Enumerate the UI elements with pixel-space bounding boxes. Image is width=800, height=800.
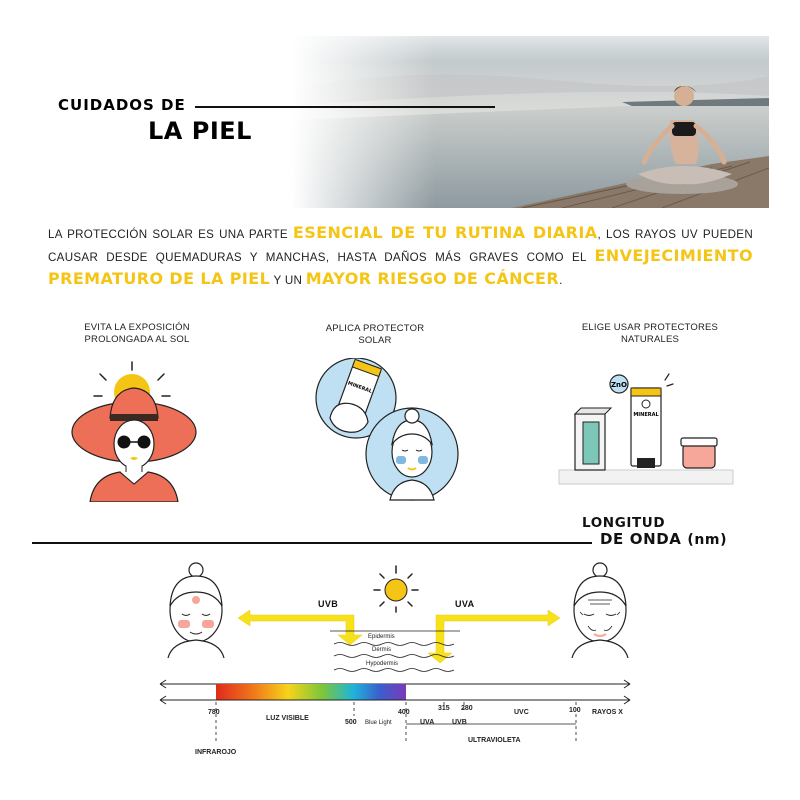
layer-dermis: Dermis xyxy=(372,647,391,653)
tip-avoid-sun-line1: EVITA LA EXPOSICIÓN xyxy=(84,322,190,333)
hero-photo-meditation xyxy=(292,36,769,208)
svg-text:MINERAL: MINERAL xyxy=(346,380,373,395)
layer-hypodermis: Hypodermis xyxy=(366,661,399,667)
region-blue-light: Blue Light xyxy=(365,720,392,726)
apply-sunscreen-icon xyxy=(312,358,468,506)
mineral-label: MINERAL xyxy=(633,412,659,418)
title-rule xyxy=(195,106,495,108)
wavelength-heading-line2 xyxy=(600,530,727,548)
tip-apply-sunscreen-line1: APLICA PROTECTOR xyxy=(325,323,425,334)
face-aged-icon xyxy=(562,562,638,658)
intro-highlight-3: MAYOR RIESGO DE CÁNCER xyxy=(305,269,560,288)
region-luz-visible: LUZ VISIBLE xyxy=(266,715,309,722)
tip-avoid-sun-line2: PROLONGADA AL SOL xyxy=(84,334,190,345)
tick-400: 400 xyxy=(398,709,410,716)
wavelength-spectrum xyxy=(158,676,634,756)
layer-epidermis: Epidermis xyxy=(368,634,395,640)
zno-label: ZnO xyxy=(610,381,628,389)
uv-penetration-diagram xyxy=(230,600,570,680)
intro-text-1: LA PROTECCIÓN SOLAR ES UNA PARTE xyxy=(48,228,293,241)
tip-apply-sunscreen-line2: SOLAR xyxy=(358,335,392,346)
woman-hat-sun-icon xyxy=(70,360,200,502)
region-uvb: UVB xyxy=(452,719,467,726)
region-rayos-x: RAYOS X xyxy=(592,709,623,716)
intro-highlight-1: ESENCIAL DE TU RUTINA DIARIA xyxy=(292,223,598,242)
wavelength-heading-unit: (nm) xyxy=(687,532,728,548)
region-uvc: UVC xyxy=(514,709,529,716)
natural-products-icon xyxy=(555,368,737,488)
tip-natural-protectors-line1: ELIGE USAR PROTECTORES xyxy=(581,322,719,333)
tick-280: 280 xyxy=(461,705,473,712)
intro-text-4: . xyxy=(559,274,563,287)
tick-315: 315 xyxy=(438,705,450,712)
tip-apply-sunscreen-label xyxy=(280,323,470,347)
intro-highlight-2: ENVEJECIMIENTO PREMATURO DE LA PIEL xyxy=(48,246,753,288)
region-uva: UVA xyxy=(420,719,435,726)
intro-paragraph xyxy=(48,222,753,291)
tip-avoid-sun-label xyxy=(42,322,232,346)
wavelength-heading-text: DE ONDA xyxy=(600,530,682,548)
intro-text-3: Y UN xyxy=(270,274,306,287)
intro-text-2: , LOS RAYOS UV PUEDEN CAUSAR DESDE QUEMADURAS Y MANCHAS, HASTA DAÑOS MÁS GRAVES COMO EL xyxy=(48,228,753,264)
tick-780: 780 xyxy=(208,709,220,716)
uva-arrow-label: UVA xyxy=(455,599,475,609)
region-ultravioleta: ULTRAVIOLETA xyxy=(468,737,521,744)
tip-natural-protectors-label xyxy=(555,322,745,346)
wavelength-heading-line1: LONGITUD xyxy=(582,515,666,531)
tick-500: 500 xyxy=(345,719,357,726)
tip-natural-protectors-line2: NATURALES xyxy=(620,334,680,345)
wavelength-rule xyxy=(32,542,592,544)
title-line-2: LA PIEL xyxy=(148,117,252,145)
tick-100: 100 xyxy=(569,707,581,714)
uvb-arrow-label: UVB xyxy=(318,599,339,609)
title-line-1: CUIDADOS DE xyxy=(58,96,186,114)
face-burned-icon xyxy=(158,562,234,658)
region-infrarojo: INFRAROJO xyxy=(195,749,237,756)
